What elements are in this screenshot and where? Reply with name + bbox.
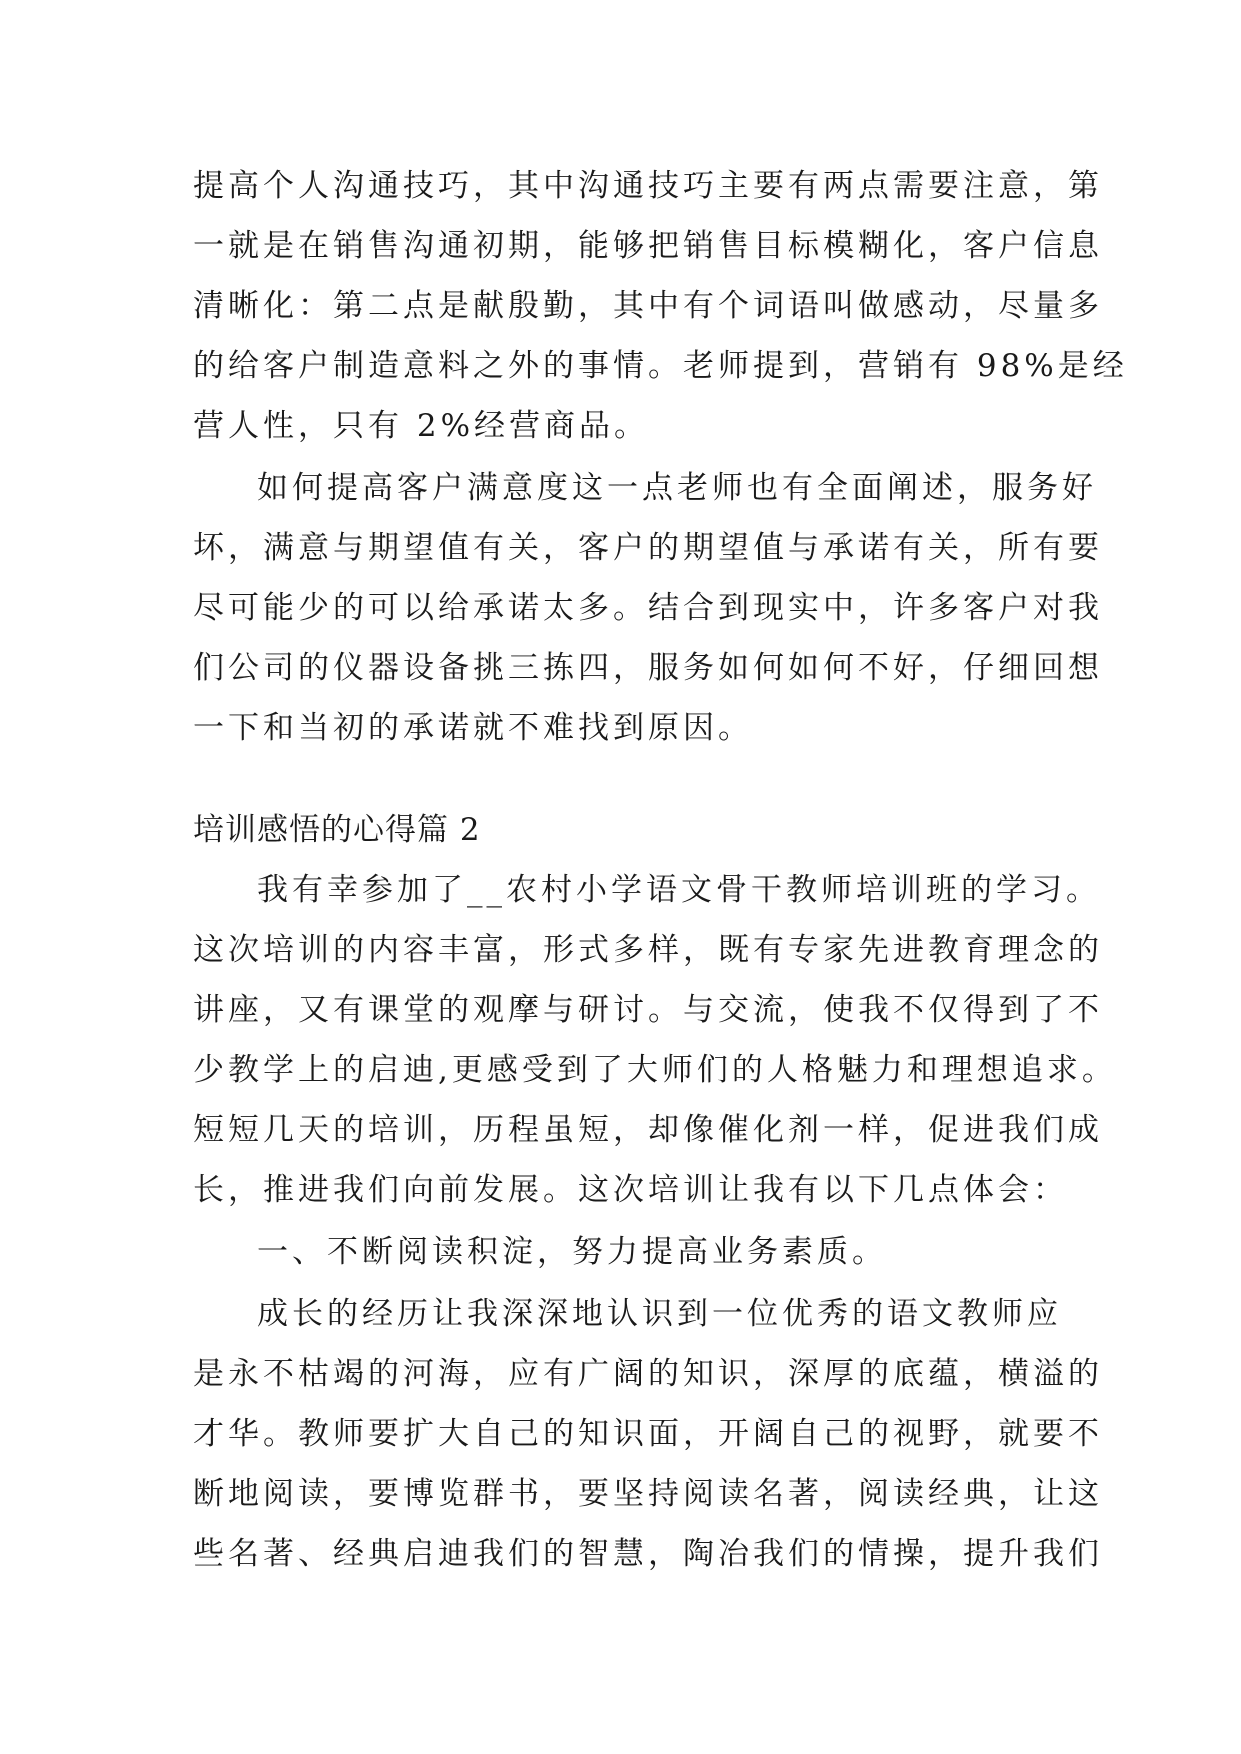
- text-line: 短短几天的培训，历程虽短，却像催化剂一样，促进我们成: [193, 1112, 1103, 1148]
- text-line: 们公司的仪器设备挑三拣四，服务如何如何不好，仔细回想: [193, 650, 1103, 686]
- text-line: 营人性，只有 2%经营商品。: [193, 408, 650, 444]
- section-heading: 培训感悟的心得篇 2: [193, 812, 481, 848]
- text-line: 长，推进我们向前发展。这次培训让我有以下几点体会：: [193, 1172, 1068, 1208]
- text-line: 是永不枯竭的河海，应有广阔的知识，深厚的底蕴，横溢的: [193, 1356, 1103, 1392]
- text-line: 一就是在销售沟通初期，能够把销售目标模糊化，客户信息: [193, 228, 1103, 264]
- text-line: 坏，满意与期望值有关，客户的期望值与承诺有关，所有要: [193, 530, 1103, 566]
- text-line: 清晰化：第二点是献殷勤，其中有个词语叫做感动，尽量多: [193, 288, 1103, 324]
- text-line: 尽可能少的可以给承诺太多。结合到现实中，许多客户对我: [193, 590, 1103, 626]
- text-line: 断地阅读，要博览群书，要坚持阅读名著，阅读经典，让这: [193, 1476, 1103, 1512]
- paragraph-first-line: 成长的经历让我深深地认识到一位优秀的语文教师应: [257, 1296, 1062, 1332]
- text-line: 些名著、经典启迪我们的智慧，陶冶我们的情操，提升我们: [193, 1536, 1103, 1572]
- text-line: 提高个人沟通技巧，其中沟通技巧主要有两点需要注意，第: [193, 168, 1103, 204]
- text-line: 才华。教师要扩大自己的知识面，开阔自己的视野，就要不: [193, 1416, 1103, 1452]
- text-line: 的给客户制造意料之外的事情。老师提到，营销有 98%是经: [193, 348, 1128, 384]
- text-line: 这次培训的内容丰富，形式多样，既有专家先进教育理念的: [193, 932, 1103, 968]
- text-line: 少教学上的启迪,更感受到了大师们的人格魅力和理想追求。: [193, 1052, 1117, 1088]
- text-line: 一下和当初的承诺就不难找到原因。: [193, 710, 753, 746]
- paragraph-first-line: 我有幸参加了__农村小学语文骨干教师培训班的学习。: [257, 872, 1101, 908]
- paragraph-first-line: 如何提高客户满意度这一点老师也有全面阐述，服务好: [257, 470, 1097, 506]
- point-heading: 一、不断阅读积淀，努力提高业务素质。: [257, 1234, 887, 1270]
- text-line: 讲座，又有课堂的观摩与研讨。与交流，使我不仅得到了不: [193, 992, 1103, 1028]
